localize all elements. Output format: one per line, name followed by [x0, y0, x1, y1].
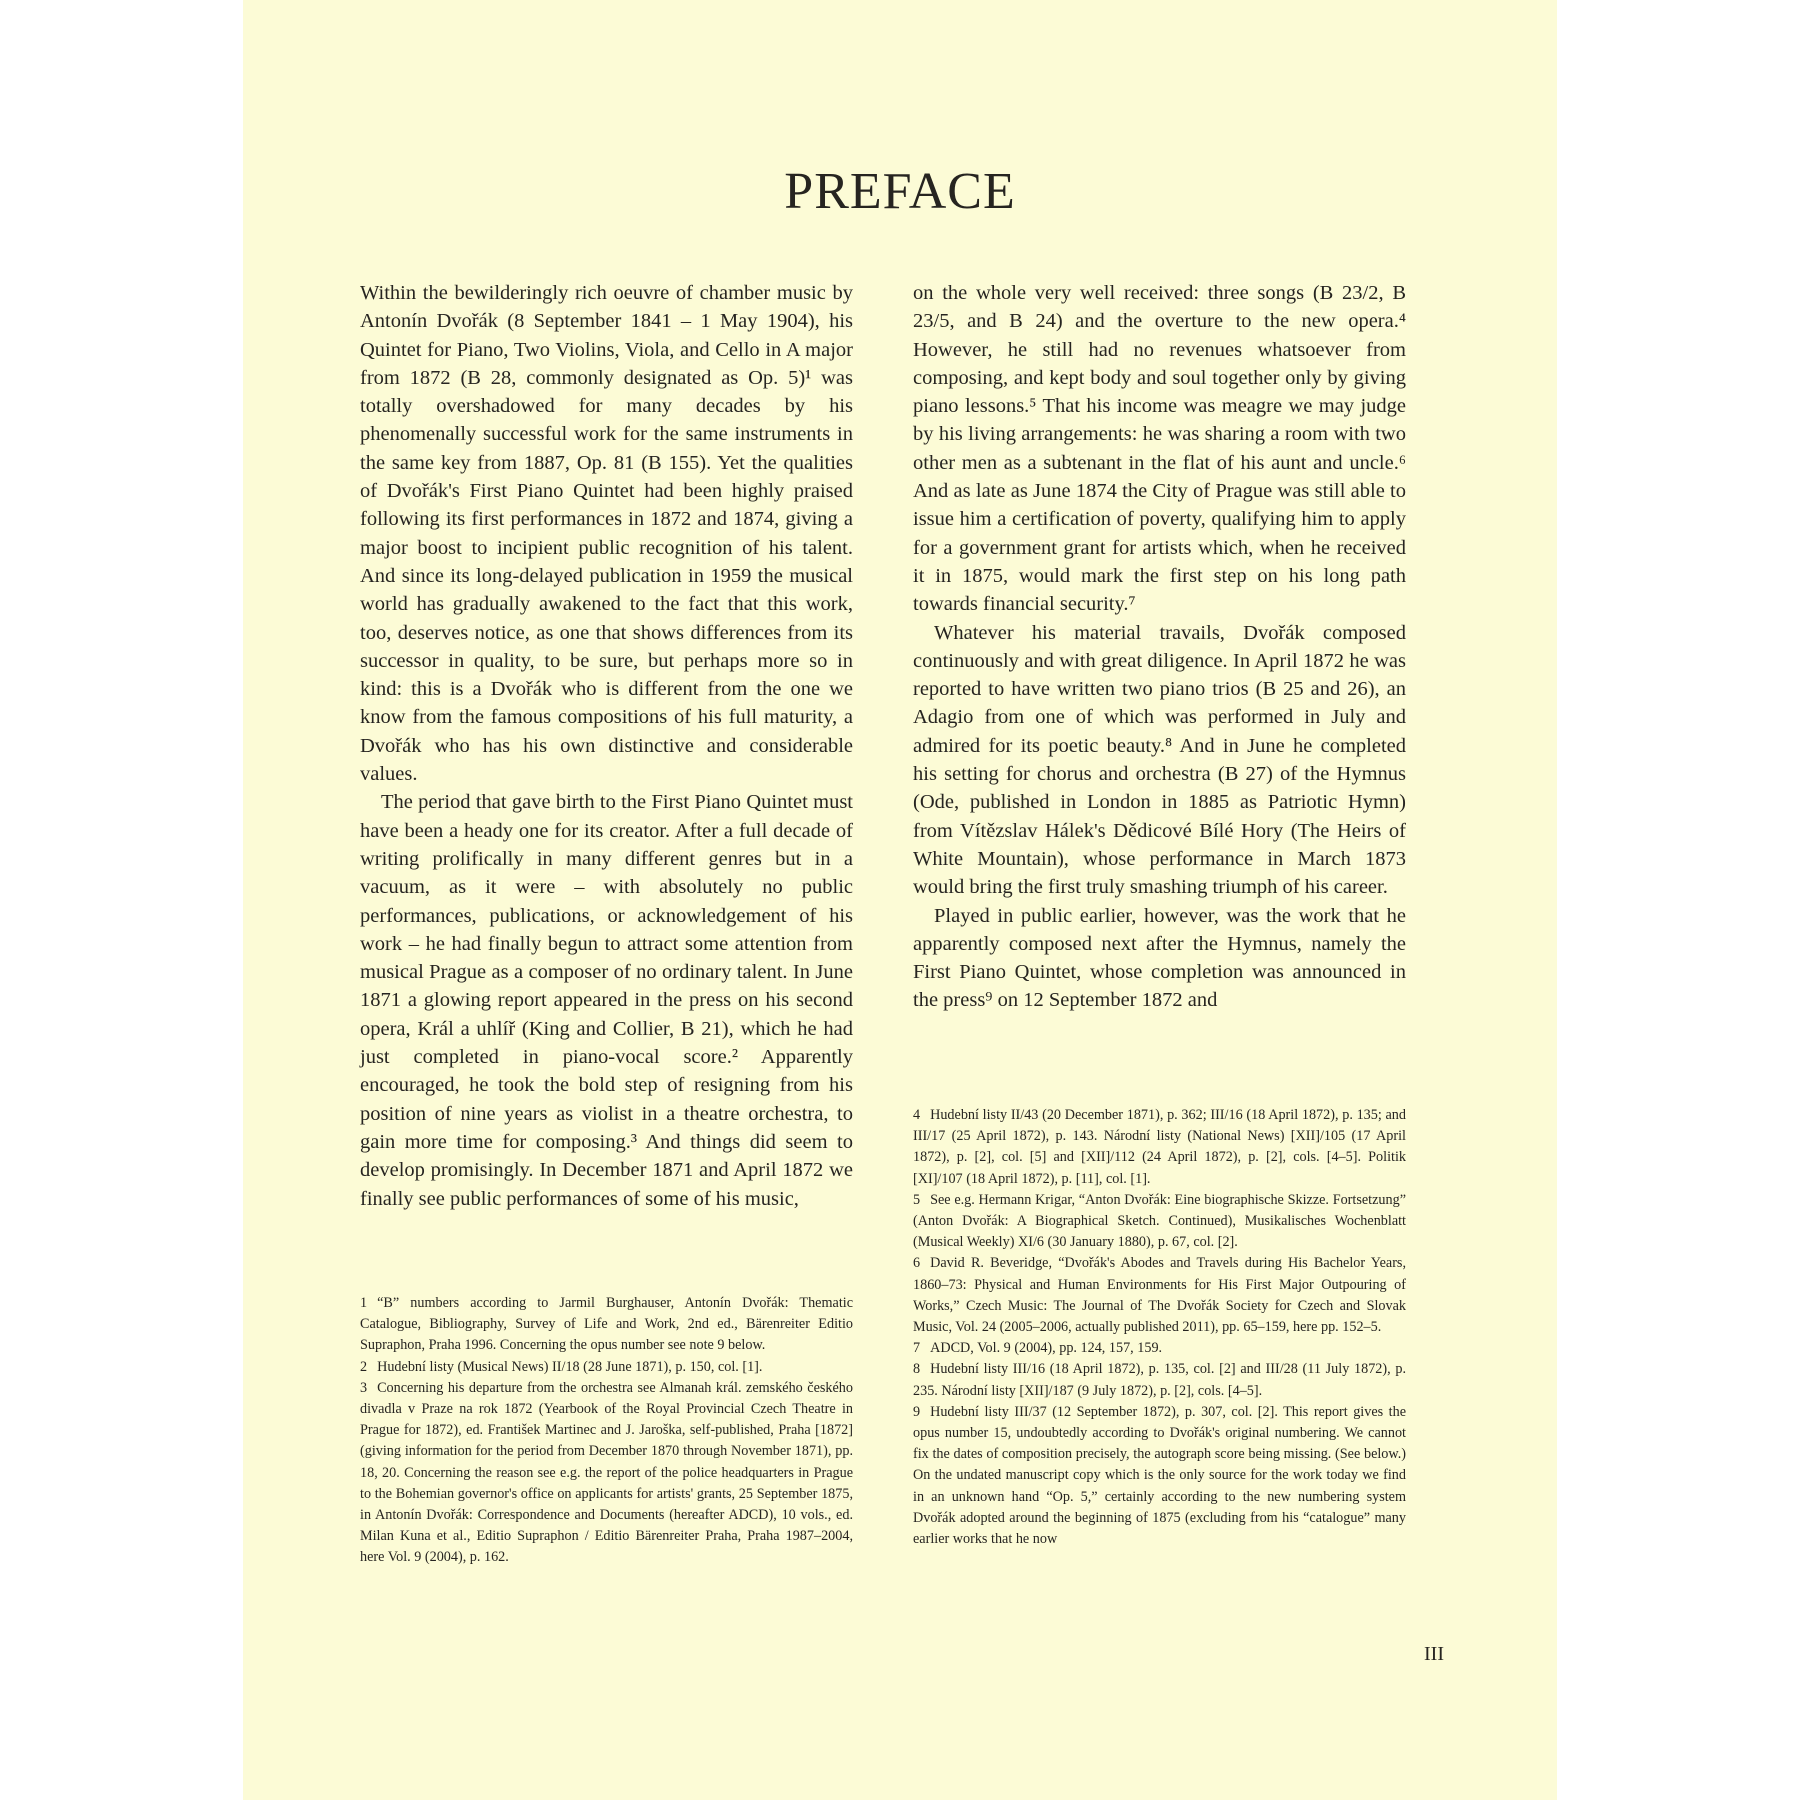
footnote-text: Hudební listy III/37 (12 September 1872), p. 307, col. [2]. This report gives the opus number 15, undoubtedly according to Dvořák's original numbering. We cannot fix the dates of composition precisely, the autograph score being missing. (See below.) On the undated manuscript copy which is the only source for the work today we find in an unknown hand “Op. 5,” certainly according to the new numbering system Dvořák adopted around the beginning of 1875 (excluding from his “catalogue” many earlier works that he now	[913, 1403, 1406, 1548]
footnote-number: 2	[360, 1358, 368, 1375]
footnote-text: Hudební listy II/43 (20 December 1871), p. 362; III/16 (18 April 1872), p. 135; and III/17 (25 April 1872), p. 143. Národní listy (National News) [XII]/105 (17 April 1872), p. [2], col. [5] and [XII]/112 (24 April 1872), p. [2], cols. [4–5]. Politik [XI]/107 (18 April 1872), p. [11], col. [1].	[913, 1107, 1406, 1187]
footnote-number: 8	[913, 1361, 921, 1378]
footnote-number: 5	[913, 1191, 921, 1208]
left-text-column	[360, 279, 853, 1213]
footnote-number: 3	[360, 1379, 368, 1396]
footnote	[913, 1190, 1406, 1254]
footnote	[913, 1402, 1406, 1550]
page-number: III	[1424, 1643, 1444, 1665]
footnotes-left	[360, 1293, 853, 1569]
footnote	[360, 1357, 853, 1378]
footnote-number: 9	[913, 1403, 921, 1420]
footnote	[913, 1338, 1406, 1359]
footnote-text: David R. Beveridge, “Dvořák's Abodes and Travels during His Bachelor Years, 1860–73: Physical and Human Environments for His First Major Outpouring of Works,” Czech Music: The Journal of The Dvořák Society for Czech and Slovak Music, Vol. 24 (2005–2006, actually published 2011), pp. 65–159, here pp. 152–5.	[913, 1255, 1406, 1336]
paragraph: Within the bewilderingly rich oeuvre of chamber music by Antonín Dvořák (8 September 1841 – 1 May 1904), his Quintet for Piano, Two Violins, Viola, and Cello in A major from 1872 (B 28, commonly designated as Op. 5)¹ was totally overshadowed for many decades by his phenomenally successful work for the same instruments in the same key from 1887, Op. 81 (B 155). Yet the qualities of Dvořák's First Piano Quintet had been highly praised following its first performances in 1872 and 1874, giving a major boost to incipient public recognition of his talent. And since its long-delayed publication in 1959 the musical world has gradually awakened to the fact that this work, too, deserves notice, as one that shows differences from its successor in quality, to be sure, but perhaps more so in kind: this is a Dvořák who is different from the one we know from the famous compositions of his full maturity, a Dvořák who has his own distinctive and considerable values.	[360, 282, 853, 786]
footnote-text: Hudební listy III/16 (18 April 1872), p. 135, col. [2] and III/28 (11 July 1872), p. 235. Národní listy [XII]/187 (9 July 1872), p. [2], cols. [4–5].	[913, 1361, 1406, 1399]
footnote-text: Concerning his departure from the orchestra see Almanah král. zemského českého divadla v Praze na rok 1872 (Yearbook of the Royal Provincial Czech Theatre in Prague for 1872), ed. František Martinec and J. Jaroška, self-published, Praha [1872] (giving information for the period from December 1870 through November 1871), pp. 18, 20. Concerning the reason see e.g. the report of the police headquarters in Prague to the Bohemian governor's office on applicants for artists' grants, 25 September 1875, in Antonín Dvořák: Correspondence and Documents (hereafter ADCD), 10 vols., ed. Milan Kuna et al., Editio Supraphon / Editio Bärenreiter Praha, Praha 1987–2004, here Vol. 9 (2004), p. 162.	[360, 1379, 853, 1566]
footnote	[913, 1253, 1406, 1338]
footnote-number: 6	[913, 1255, 921, 1272]
footnotes-right	[913, 1105, 1406, 1550]
footnote	[360, 1293, 853, 1357]
footnote-text: ADCD, Vol. 9 (2004), pp. 124, 157, 159.	[930, 1340, 1163, 1357]
right-text-column	[913, 279, 1406, 1015]
footnote-number: 1	[360, 1295, 368, 1311]
footnote-number: 7	[913, 1340, 921, 1357]
footnote-text: See e.g. Hermann Krigar, “Anton Dvořák: Eine biographische Skizze. Fortsetzung” (Anton Dvořák: A Biographical Sketch. Continued), Musikalisches Wochenblatt (Musical Weekly) XI/6 (30 January 1880), p. 67, col. [2].	[913, 1191, 1406, 1251]
footnote-text: Hudební listy (Musical News) II/18 (28 June 1871), p. 150, col. [1].	[377, 1358, 763, 1375]
paragraph: The period that gave birth to the First Piano Quintet must have been a heady one for its creator. After a full decade of writing prolifically in many different genres but in a vacuum, as it were – with absolutely no public performances, publications, or acknowledgement of his work – he had finally begun to attract some attention from musical Prague as a composer of no ordinary talent. In June 1871 a glowing report appeared in the press on his second opera, Král a uhlíř (King and Collier, B 21), which he had just completed in piano-vocal score.² Apparently encouraged, he took the bold step of resigning from his position of nine years as violist in a theatre orchestra, to gain more time for composing.³ And things did seem to develop promisingly. In December 1871 and April 1872 we finally see public performances of some of his music,	[360, 791, 853, 1210]
footnote	[913, 1359, 1406, 1401]
paragraph: Played in public earlier, however, was the work that he apparently composed next after the Hymnus, namely the First Piano Quintet, whose completion was announced in the press⁹ on 12 September 1872 and	[913, 904, 1406, 1012]
paragraph: Whatever his material travails, Dvořák composed continuously and with great diligence. In April 1872 he was reported to have written two piano trios (B 25 and 26), an Adagio from one of which was performed in July and admired for its poetic beauty.⁸ And in June he completed his setting for chorus and orchestra (B 27) of the Hymnus (Ode, published in London in 1885 as Patriotic Hymn) from Vítězslav Hálek's Dědicové Bílé Hory (The Heirs of White Mountain), whose performance in March 1873 would bring the first truly smashing triumph of his career.	[913, 621, 1406, 899]
page-title: PREFACE	[784, 163, 1016, 220]
footnote	[360, 1378, 853, 1569]
footnote	[913, 1105, 1406, 1190]
footnote-text: “B” numbers according to Jarmil Burghauser, Antonín Dvořák: Thematic Catalogue, Bibliography, Survey of Life and Work, 2nd ed., Bärenreiter Editio Supraphon, Praha 1996. Concerning the opus number see note 9 below.	[360, 1295, 853, 1354]
footnote-number: 4	[913, 1107, 921, 1123]
paragraph: on the whole very well received: three songs (B 23/2, B 23/5, and B 24) and the overture to the new opera.⁴ However, he still had no revenues whatsoever from composing, and kept body and soul together only by giving piano lessons.⁵ That his income was meagre we may judge by his living arrangements: he was sharing a room with two other men as a subtenant in the flat of his aunt and uncle.⁶ And as late as June 1874 the City of Prague was still able to issue him a certification of poverty, qualifying him to apply for a government grant for artists which, when he received it in 1875, would mark the first step on his long path towards financial security.⁷	[913, 282, 1406, 616]
document-page	[243, 0, 1557, 1800]
